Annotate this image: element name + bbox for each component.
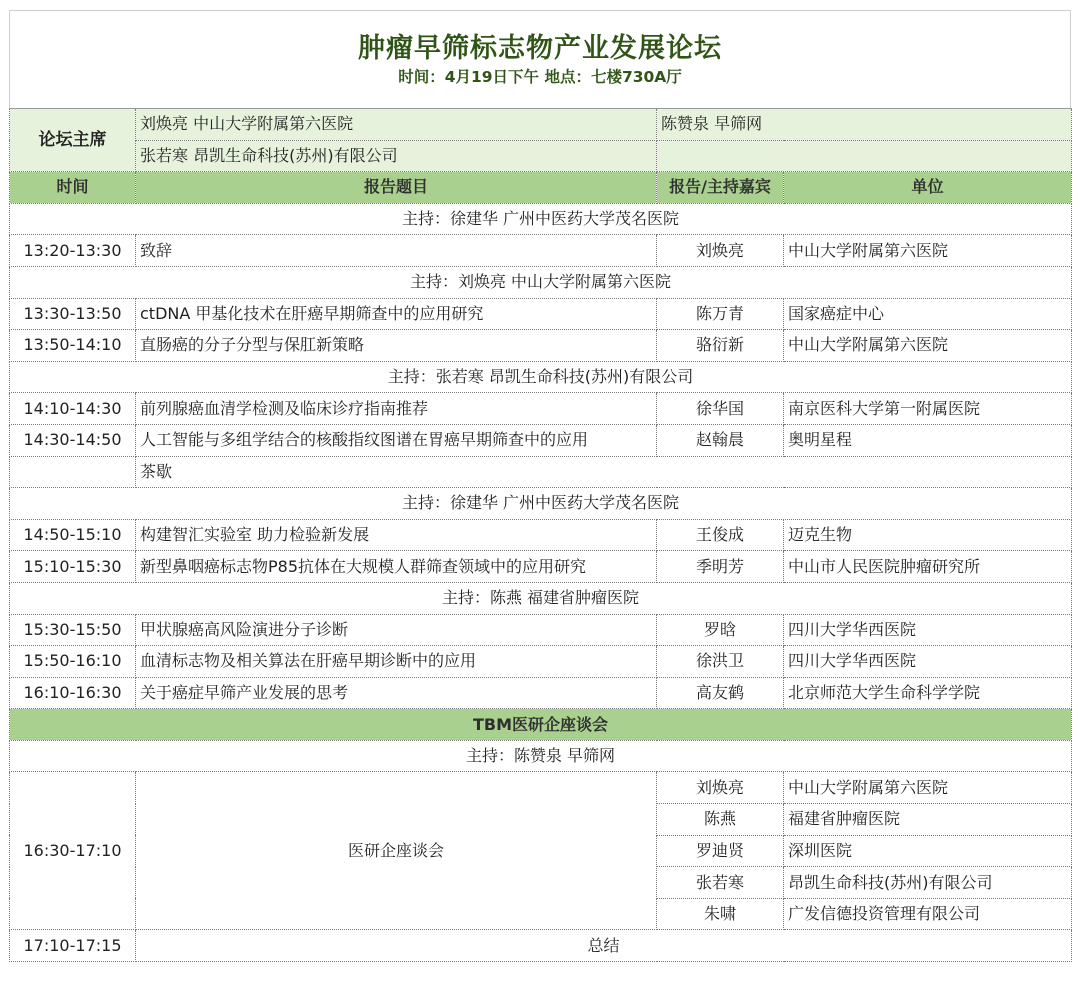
row-topic: 新型鼻咽癌标志物P85抗体在大规模人群筛查领域中的应用研究: [136, 551, 657, 583]
closing-topic: 总结: [136, 930, 1072, 962]
break-row: [10, 456, 1072, 488]
panel-speaker: 朱啸: [657, 898, 784, 930]
row-org: 迈克生物: [784, 519, 1072, 551]
panel-speaker: 张若寒: [657, 867, 784, 899]
chairs-row-2: [10, 140, 1072, 172]
panel-org: 中山大学附属第六医院: [784, 772, 1072, 804]
row-speaker: 高友鹤: [657, 677, 784, 709]
chairs-label: 论坛主席: [10, 109, 136, 172]
host-row: [10, 740, 1072, 772]
row-topic: 血清标志物及相关算法在肝癌早期诊断中的应用: [136, 646, 657, 678]
row-time: 16:10-16:30: [10, 677, 136, 709]
row-org: 中山大学附属第六医院: [784, 330, 1072, 362]
chair-3: 张若寒 昂凯生命科技(苏州)有限公司: [136, 140, 657, 172]
row-time: 15:50-16:10: [10, 646, 136, 678]
row-speaker: 季明芳: [657, 551, 784, 583]
row-speaker: 陈万青: [657, 298, 784, 330]
table-row: [10, 614, 1072, 646]
panel-time: 16:30-17:10: [10, 772, 136, 930]
row-topic: 关于癌症早筛产业发展的思考: [136, 677, 657, 709]
break-time: [10, 456, 136, 488]
table-row: [10, 235, 1072, 267]
closing-row: [10, 930, 1072, 962]
col-header-org: 单位: [784, 172, 1072, 204]
row-speaker: 骆衍新: [657, 330, 784, 362]
col-header-time: 时间: [10, 172, 136, 204]
host-row: [10, 266, 1072, 298]
panel-org: 深圳医院: [784, 835, 1072, 867]
table-row: [10, 393, 1072, 425]
table-row: [10, 424, 1072, 456]
page-title: 肿瘤早筛标志物产业发展论坛: [358, 33, 722, 64]
host-text: 主持：刘焕亮 中山大学附属第六医院: [10, 266, 1072, 298]
row-time: 15:30-15:50: [10, 614, 136, 646]
column-header-row: [10, 172, 1072, 204]
row-time: 14:50-15:10: [10, 519, 136, 551]
host-text: 主持：张若寒 昂凯生命科技(苏州)有限公司: [10, 361, 1072, 393]
host-row: [10, 203, 1072, 235]
table-row: [10, 519, 1072, 551]
chair-2: 陈赞泉 早筛网: [657, 109, 1072, 141]
table-row: [10, 298, 1072, 330]
row-speaker: 赵翰晨: [657, 424, 784, 456]
schedule-table: [9, 108, 1072, 962]
row-time: 14:10-14:30: [10, 393, 136, 425]
table-row: [10, 677, 1072, 709]
host-row: [10, 582, 1072, 614]
row-org: 中山市人民医院肿瘤研究所: [784, 551, 1072, 583]
row-org: 四川大学华西医院: [784, 646, 1072, 678]
row-speaker: 徐华国: [657, 393, 784, 425]
row-time: 15:10-15:30: [10, 551, 136, 583]
row-time: 13:50-14:10: [10, 330, 136, 362]
row-org: 奥明星程: [784, 424, 1072, 456]
host-text: 主持：陈燕 福建省肿瘤医院: [10, 582, 1072, 614]
panel-org: 昂凯生命科技(苏州)有限公司: [784, 867, 1072, 899]
row-topic: ctDNA 甲基化技术在肝癌早期筛查中的应用研究: [136, 298, 657, 330]
row-topic: 前列腺癌血清学检测及临床诊疗指南推荐: [136, 393, 657, 425]
page-subtitle: 时间：4月19日下午 地点：七楼730A厅: [398, 68, 682, 86]
closing-time: 17:10-17:15: [10, 930, 136, 962]
row-time: 13:20-13:30: [10, 235, 136, 267]
row-time: 13:30-13:50: [10, 298, 136, 330]
table-row: [10, 551, 1072, 583]
chair-4: [657, 140, 1072, 172]
row-topic: 甲状腺癌高风险演进分子诊断: [136, 614, 657, 646]
break-text: 茶歇: [136, 456, 1072, 488]
row-speaker: 徐洪卫: [657, 646, 784, 678]
row-org: 北京师范大学生命科学学院: [784, 677, 1072, 709]
row-topic: 致辞: [136, 235, 657, 267]
row-org: 四川大学华西医院: [784, 614, 1072, 646]
row-speaker: 王俊成: [657, 519, 784, 551]
section-band-row: [10, 709, 1072, 741]
row-org: 南京医科大学第一附属医院: [784, 393, 1072, 425]
col-header-topic: 报告题目: [136, 172, 657, 204]
panel-org: 福建省肿瘤医院: [784, 804, 1072, 836]
schedule-sheet: [9, 10, 1071, 962]
row-speaker: 刘焕亮: [657, 235, 784, 267]
host-row: [10, 361, 1072, 393]
col-header-speaker: 报告/主持嘉宾: [657, 172, 784, 204]
table-row: [10, 646, 1072, 678]
table-row: [10, 330, 1072, 362]
host-text: 主持：陈赞泉 早筛网: [10, 740, 1072, 772]
panel-speaker: 罗迪贤: [657, 835, 784, 867]
panel-org: 广发信德投资管理有限公司: [784, 898, 1072, 930]
title-block: [9, 10, 1071, 108]
row-topic: 人工智能与多组学结合的核酸指纹图谱在胃癌早期筛查中的应用: [136, 424, 657, 456]
panel-topic: 医研企座谈会: [136, 772, 657, 930]
panel-row: [10, 772, 1072, 804]
row-topic: 直肠癌的分子分型与保肛新策略: [136, 330, 657, 362]
row-speaker: 罗晗: [657, 614, 784, 646]
panel-speaker: 刘焕亮: [657, 772, 784, 804]
chair-1: 刘焕亮 中山大学附属第六医院: [136, 109, 657, 141]
row-topic: 构建智汇实验室 助力检验新发展: [136, 519, 657, 551]
host-text: 主持：徐建华 广州中医药大学茂名医院: [10, 203, 1072, 235]
row-org: 国家癌症中心: [784, 298, 1072, 330]
chairs-row-1: [10, 109, 1072, 141]
host-row: [10, 488, 1072, 520]
host-text: 主持：徐建华 广州中医药大学茂名医院: [10, 488, 1072, 520]
row-org: 中山大学附属第六医院: [784, 235, 1072, 267]
panel-speaker: 陈燕: [657, 804, 784, 836]
row-time: 14:30-14:50: [10, 424, 136, 456]
section-band: TBM医研企座谈会: [10, 709, 1072, 741]
